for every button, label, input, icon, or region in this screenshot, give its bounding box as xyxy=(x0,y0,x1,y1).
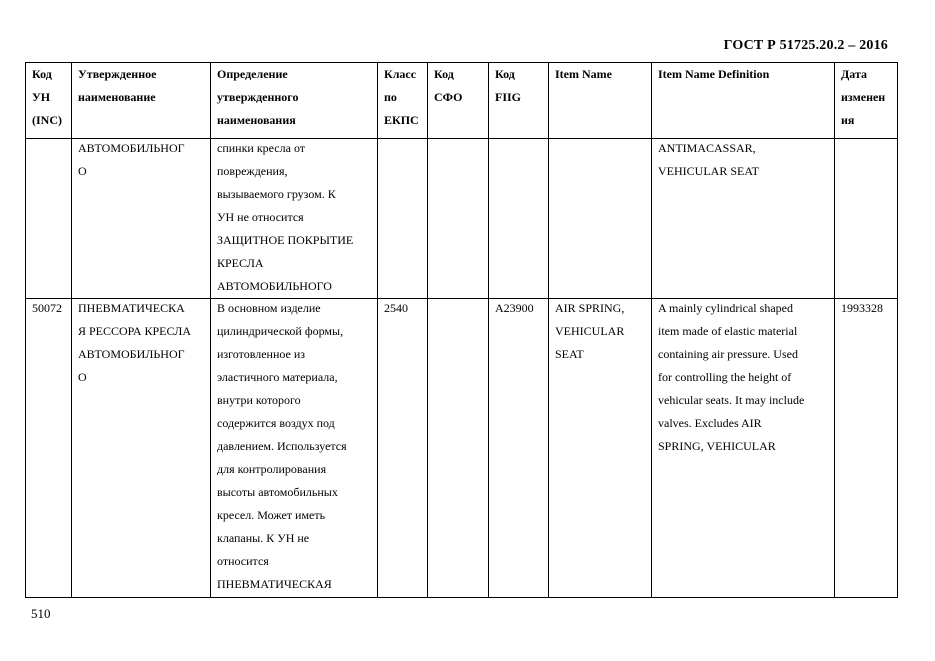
cell-item-name: AIR SPRING, VEHICULAR SEAT xyxy=(549,299,652,598)
cell-approved-name: ПНЕВМАТИЧЕСКА Я РЕССОРА КРЕСЛА АВТОМОБИЛЬНОГ О xyxy=(72,299,211,598)
table-row xyxy=(26,299,898,598)
cell-change-date xyxy=(835,139,898,299)
cell-item-name-definition: ANTIMACASSAR, VEHICULAR SEAT xyxy=(652,139,835,299)
table-row xyxy=(26,139,898,299)
document-header: ГОСТ Р 51725.20.2 – 2016 xyxy=(723,38,888,53)
cell-approved-name: АВТОМОБИЛЬНОГ О xyxy=(72,139,211,299)
cell-fiig: A23900 xyxy=(489,299,549,598)
column-header-approved-name: Утвержденное наименование xyxy=(72,63,211,139)
cell-sfo xyxy=(428,299,489,598)
catalog-table xyxy=(25,62,898,598)
column-header-fiig: Код FIIG xyxy=(489,63,549,139)
column-header-item-name-definition: Item Name Definition xyxy=(652,63,835,139)
column-header-change-date: Дата изменен ия xyxy=(835,63,898,139)
table-header-row xyxy=(26,63,898,139)
column-header-item-name: Item Name xyxy=(549,63,652,139)
cell-fiig xyxy=(489,139,549,299)
cell-sfo xyxy=(428,139,489,299)
cell-inc xyxy=(26,139,72,299)
column-header-class: Класс по ЕКПС xyxy=(378,63,428,139)
cell-item-name xyxy=(549,139,652,299)
column-header-definition: Определение утвержденного наименования xyxy=(211,63,378,139)
cell-class: 2540 xyxy=(378,299,428,598)
cell-definition: спинки кресла от повреждения, вызываемого грузом. К УН не относится ЗАЩИТНОЕ ПОКРЫТИЕ КРЕСЛА АВТОМОБИЛЬНОГО xyxy=(211,139,378,299)
cell-change-date: 1993328 xyxy=(835,299,898,598)
cell-definition: В основном изделие цилиндрической формы, изготовленное из эластичного материала, внутри которого содержится воздух под давлением. Используется для контролирования высоты автомобильных кресел. Может иметь клапаны. К УН не относится ПНЕВМАТИЧЕСКАЯ xyxy=(211,299,378,598)
column-header-sfo: Код СФО xyxy=(428,63,489,139)
cell-class xyxy=(378,139,428,299)
cell-item-name-definition: A mainly cylindrical shaped item made of elastic material containing air pressure. Used for controlling the height of vehicular seats. It may include valves. Excludes AIR SPRING, VEHICULAR xyxy=(652,299,835,598)
column-header-inc: Код УН (INC) xyxy=(26,63,72,139)
page-number: 510 xyxy=(31,606,51,621)
cell-inc: 50072 xyxy=(26,299,72,598)
